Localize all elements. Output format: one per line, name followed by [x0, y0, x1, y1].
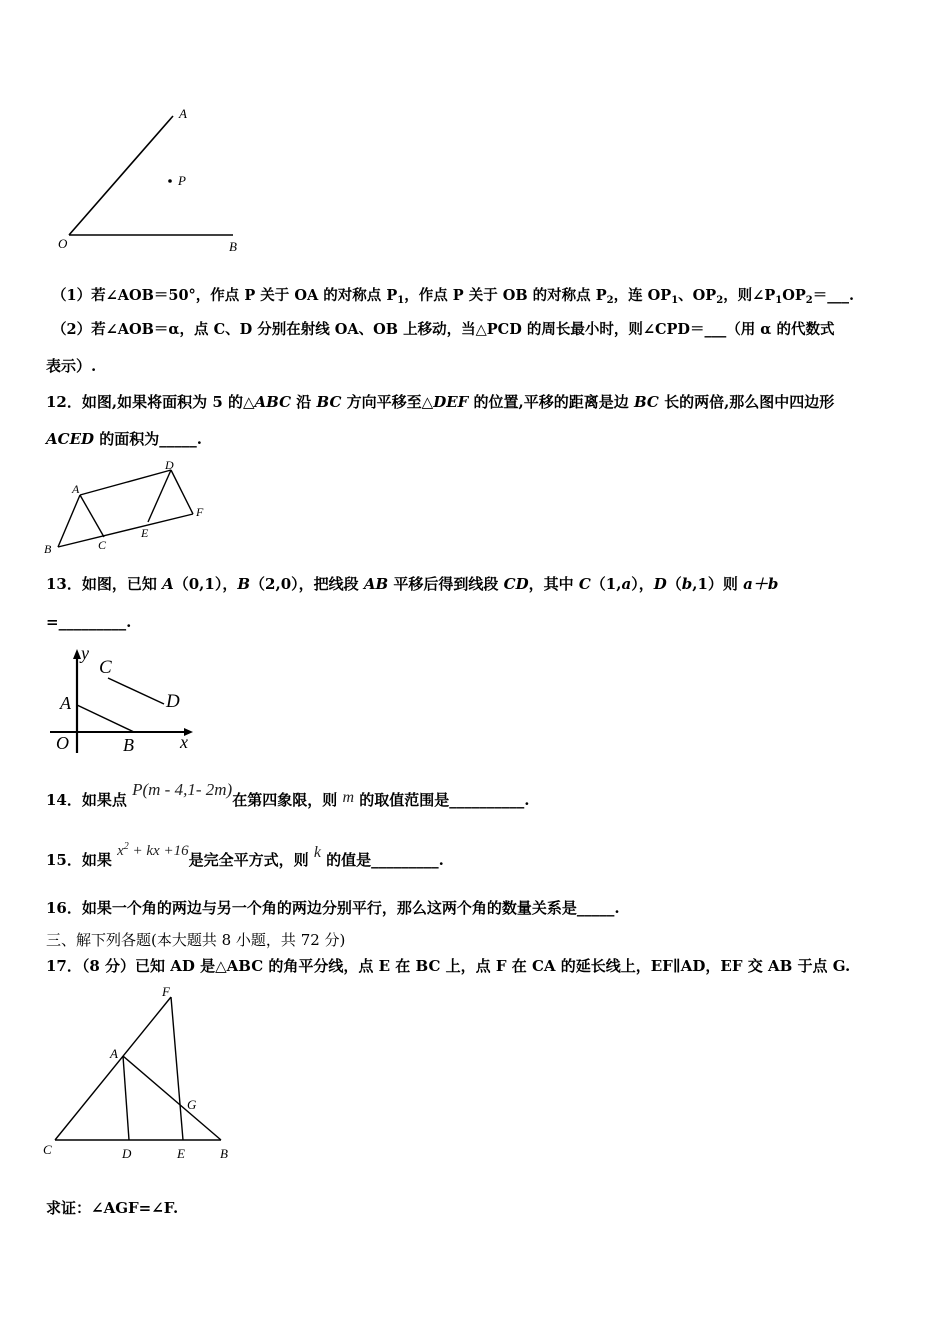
- label-d: D: [165, 458, 174, 472]
- label-e: E: [177, 1146, 185, 1161]
- q11-part1: （1）若∠AOB＝50°，作点 P 关于 OA 的对称点 $P_1$，作点 P 关于 OB 的对称点 $P_2$，连 $OP_1$、$OP_2$，则$\angle P_1OP_2=\_\_\_$.: [52, 287, 855, 306]
- label-b: B: [229, 239, 237, 254]
- q16-text: 16．如果一个角的两边与另一个角的两边分别平行，那么这两个角的数量关系是_____.: [46, 899, 620, 917]
- label-c: C: [43, 1142, 52, 1157]
- label-y: y: [81, 643, 89, 663]
- label-a: A: [60, 693, 71, 713]
- translation-figure: [40, 455, 220, 565]
- q14-text: 14．如果点 P(m - 4,1- 2m)在第四象限，则 m 的取值范围是__________.: [46, 780, 530, 809]
- triangle-figure: [40, 982, 240, 1162]
- label-o: O: [58, 236, 68, 251]
- label-f: F: [162, 984, 170, 999]
- section-3-heading: 三、解下列各题(本大题共 8 小题，共 72 分): [46, 931, 346, 949]
- label-b: B: [220, 1146, 228, 1161]
- label-d: D: [122, 1146, 132, 1161]
- label-d: D: [166, 691, 180, 712]
- label-e: E: [141, 526, 149, 540]
- q11-part2-cont: 表示）.: [46, 357, 97, 375]
- q13-text: 13．如图，已知 A（0,1），B（2,0），把线段 AB 平移后得到线段 CD，其中 C（1,a），D（b,1）则 a＋b: [46, 575, 779, 593]
- label-g: G: [187, 1097, 197, 1112]
- label-a: A: [72, 482, 80, 496]
- q17-proof: 求证：∠AGF=∠F.: [46, 1199, 179, 1217]
- label-c: C: [99, 657, 112, 678]
- q11-part2: （2）若∠AOB＝α，点 C、D 分别在射线 OA、OB 上移动，当△PCD 的周长最小时，则∠CPD＝___（用 α 的代数式: [52, 321, 835, 338]
- q12-text-cont: ACED 的面积为_____.: [46, 430, 202, 448]
- label-f: F: [196, 505, 204, 519]
- q14-point-expression: P(m - 4,1- 2m): [132, 780, 233, 799]
- label-p: P: [178, 173, 186, 188]
- label-a: A: [110, 1046, 118, 1061]
- q17-text: 17．（8 分）已知 AD 是△ABC 的角平分线，点 E 在 BC 上，点 F 在 CA 的延长线上，EF∥AD，EF 交 AB 于点 G.: [46, 957, 851, 975]
- q13-answer-line: =_________.: [46, 613, 132, 631]
- label-a: A: [179, 106, 187, 121]
- q15-polynomial: $x^2$ + kx +16: [117, 841, 189, 859]
- coordinate-figure: [48, 645, 208, 760]
- label-c: C: [98, 538, 107, 552]
- label-o: O: [56, 733, 69, 753]
- label-b: B: [44, 542, 52, 556]
- angle-aob-figure: [55, 100, 255, 260]
- label-x: x: [180, 732, 188, 752]
- q12-text: 12．如图,如果将面积为 5 的△ABC 沿 BC 方向平移至△DEF 的位置,平移的距离是边 BC 长的两倍,那么图中四边形: [46, 393, 835, 411]
- ray-oa: [69, 116, 173, 235]
- label-b: B: [123, 735, 134, 755]
- q15-text: 15．如果 $x^2$ + kx +16是完全平方式，则 k 的值是_________.: [46, 841, 444, 869]
- point-p: [168, 179, 172, 183]
